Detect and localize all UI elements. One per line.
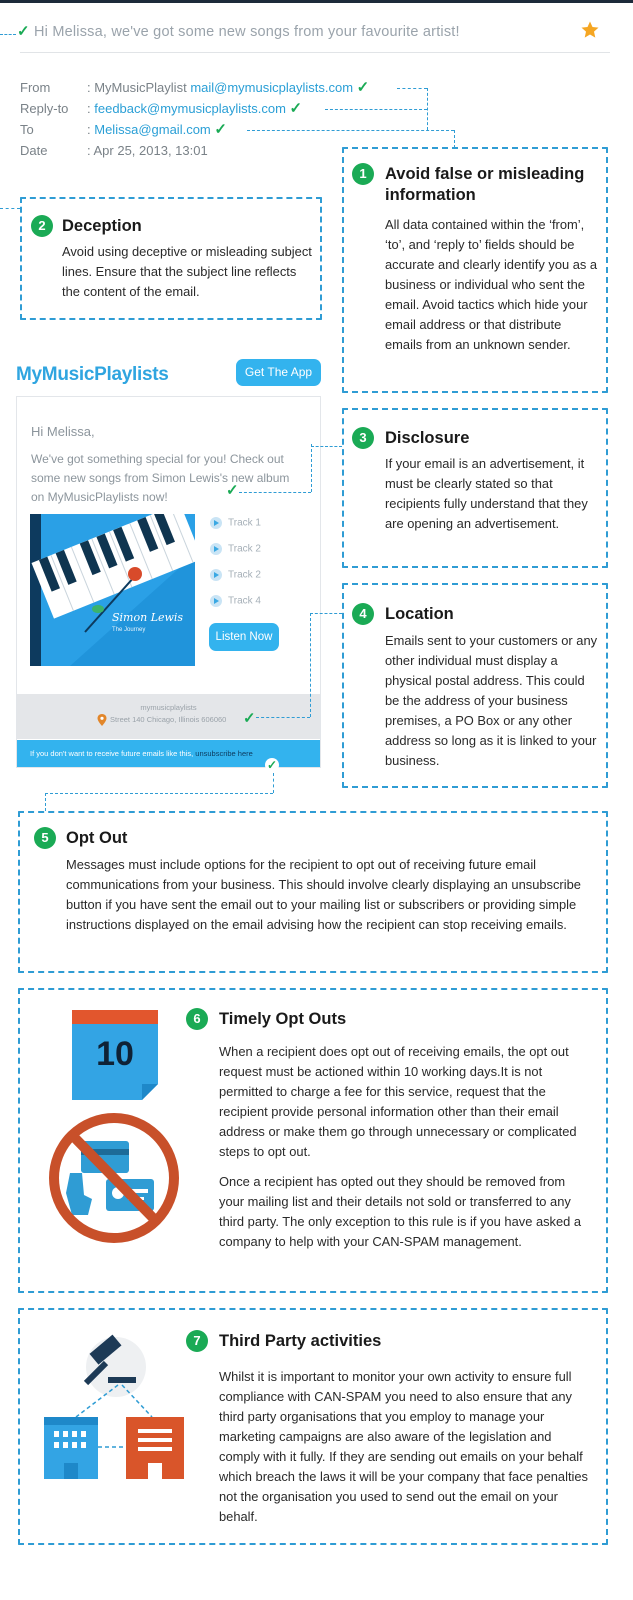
album-artist: Simon Lewis [112,611,184,624]
brand-logo: MyMusicPlaylists [16,364,169,385]
album-cover [30,514,195,666]
section-number: 5 [34,827,56,849]
from-field [87,80,369,95]
check-icon: ✓ [243,710,256,727]
play-icon [210,517,222,529]
no-fee-icon [44,1107,184,1249]
email-message: We've got something special for you! Check out some new songs from Simon Lewis's new album on MyMusicPlaylists now! [31,452,290,504]
connector-line [310,613,311,717]
footer-company: mymusicplaylists [140,703,197,712]
to-email[interactable]: Melissa@gmail.com [94,122,211,137]
section-body: Emails sent to your customers or any other individual must display a physical postal address. This could be the address of your business premises, a PO Box or any other address so long as it is linked to your business. [385,633,598,768]
date-value: : Apr 25, 2013, 13:01 [87,143,208,158]
connector-line [310,613,342,614]
section-body: All data contained within the ‘from’, ‘to’, and ‘reply to’ fields should be accurate and clearly identify you as a business or individual who sent the email. Avoid tactics which hide your email address or that distribute emails from an unknown sender. [385,217,598,352]
section-title: Deception [62,217,142,235]
section-number: 3 [352,427,374,449]
connector-line [397,88,427,89]
section-body: Avoid using deceptive or misleading subject lines. Ensure that the subject line reflects the content of the email. [62,244,312,299]
replyto-sep: : [87,101,91,116]
email-subject: Hi Melissa, we've got some new songs from your favourite artist! [34,24,460,40]
from-name: : MyMusicPlaylist [87,80,187,95]
section-body: When a recipient does opt out of receiving emails, the opt out request must be actioned within 10 working days.It is not permitted to charge a fee for this service, request that the recipient provide personal information other than their email address or make them go through unnecessary or complicated steps to opt out. [219,1044,577,1159]
track-item[interactable] [210,595,261,607]
from-label: From [20,80,51,95]
section-title: Third Party activities [219,1332,382,1350]
from-email[interactable]: mail@mymusicplaylists.com [190,80,354,95]
connector-line [45,793,46,811]
check-icon: ✓ [289,100,303,117]
third-party-icon [40,1325,190,1485]
section-title: Disclosure [385,429,470,447]
replyto-label: Reply-to [20,101,69,116]
date-label: Date [20,143,48,158]
connector-line [311,446,342,447]
location-pin-icon [97,713,107,725]
check-icon: ✓ [267,758,278,772]
unsubscribe-message: If you don't want to receive future emails like this, [30,749,194,758]
check-icon: ✓ [356,79,370,96]
unsubscribe-text [30,749,253,758]
calendar-number: 10 [96,1035,134,1073]
connector-line [454,130,455,148]
connector-line [427,88,428,130]
connector-line [45,793,273,794]
unsubscribe-link[interactable]: unsubscribe here [195,749,253,758]
footer-address: Street 140 Chicago, Illinois 606060 [110,715,227,724]
section-title: Opt Out [66,829,128,847]
connector-line [247,130,454,131]
track-item[interactable] [210,569,261,581]
play-icon [210,569,222,581]
section-number: 7 [186,1330,208,1352]
connector-line [256,717,310,718]
track-item[interactable] [210,517,261,529]
track-item[interactable] [210,543,261,555]
replyto-field [87,101,302,116]
album-subtitle: The Journey [112,627,146,633]
greeting: Hi Melissa, [31,424,95,439]
to-field [87,122,227,137]
play-icon [210,543,222,555]
section-number: 6 [186,1008,208,1030]
check-icon: ✓ [17,23,30,40]
check-icon: ✓ [214,121,227,138]
track-label: Track 4 [228,595,261,607]
section-title: Avoid false or misleading information [385,165,585,204]
connector-line [0,34,16,35]
track-label: Track 2 [228,543,261,555]
section-number: 2 [31,215,53,237]
section-body: If your email is an advertisement, it must be clearly stated so that recipients fully understand that they are opening an advertisement. [385,456,588,531]
connector-line [311,444,312,492]
play-icon [210,595,222,607]
section-title: Location [385,605,454,623]
connector-line [239,492,311,493]
divider [20,52,610,53]
section-number: 4 [352,603,374,625]
replyto-email[interactable]: feedback@mymusicplaylists.com [94,101,286,116]
section-body: Once a recipient has opted out they should be removed from your mailing list and their details not sold or transferred to any third party. The only exception to this rule is if you have asked a company to help with your CAN-SPAM management. [219,1174,582,1249]
track-label: Track 1 [228,517,261,529]
top-border [0,0,633,3]
star-icon[interactable] [580,20,600,40]
connector-line [325,109,427,110]
track-label: Track 2 [228,569,261,581]
section-number: 1 [352,163,374,185]
connector-line [0,208,20,209]
section-title: Timely Opt Outs [219,1010,347,1028]
to-label: To [20,122,34,137]
listen-now-button[interactable]: Listen Now [209,623,279,651]
get-app-button[interactable]: Get The App [236,359,321,386]
check-icon: ✓ [226,482,239,499]
to-sep: : [87,122,91,137]
section-body: Messages must include options for the recipient to opt out of receiving future email communications from your business. This should involve clearly displaying an unsubscribe button if you have sent the email out to your mailing list or subscribers or providing simple instructions displayed on the email advising how the recipient can stop receiving emails. [66,857,581,932]
section-body: Whilst it is important to monitor your own activity to ensure full compliance with CAN-SPAM you need to also ensure that any third party organisations that you employ to manage your marketing campaigns are also aware of the legislation and comply with it fully. If they are sending out emails on your behalf which breach the laws it will be your company that face penalties not the organisation you used to send out the email on your behalf. [219,1369,589,1524]
connector-line [273,773,274,793]
